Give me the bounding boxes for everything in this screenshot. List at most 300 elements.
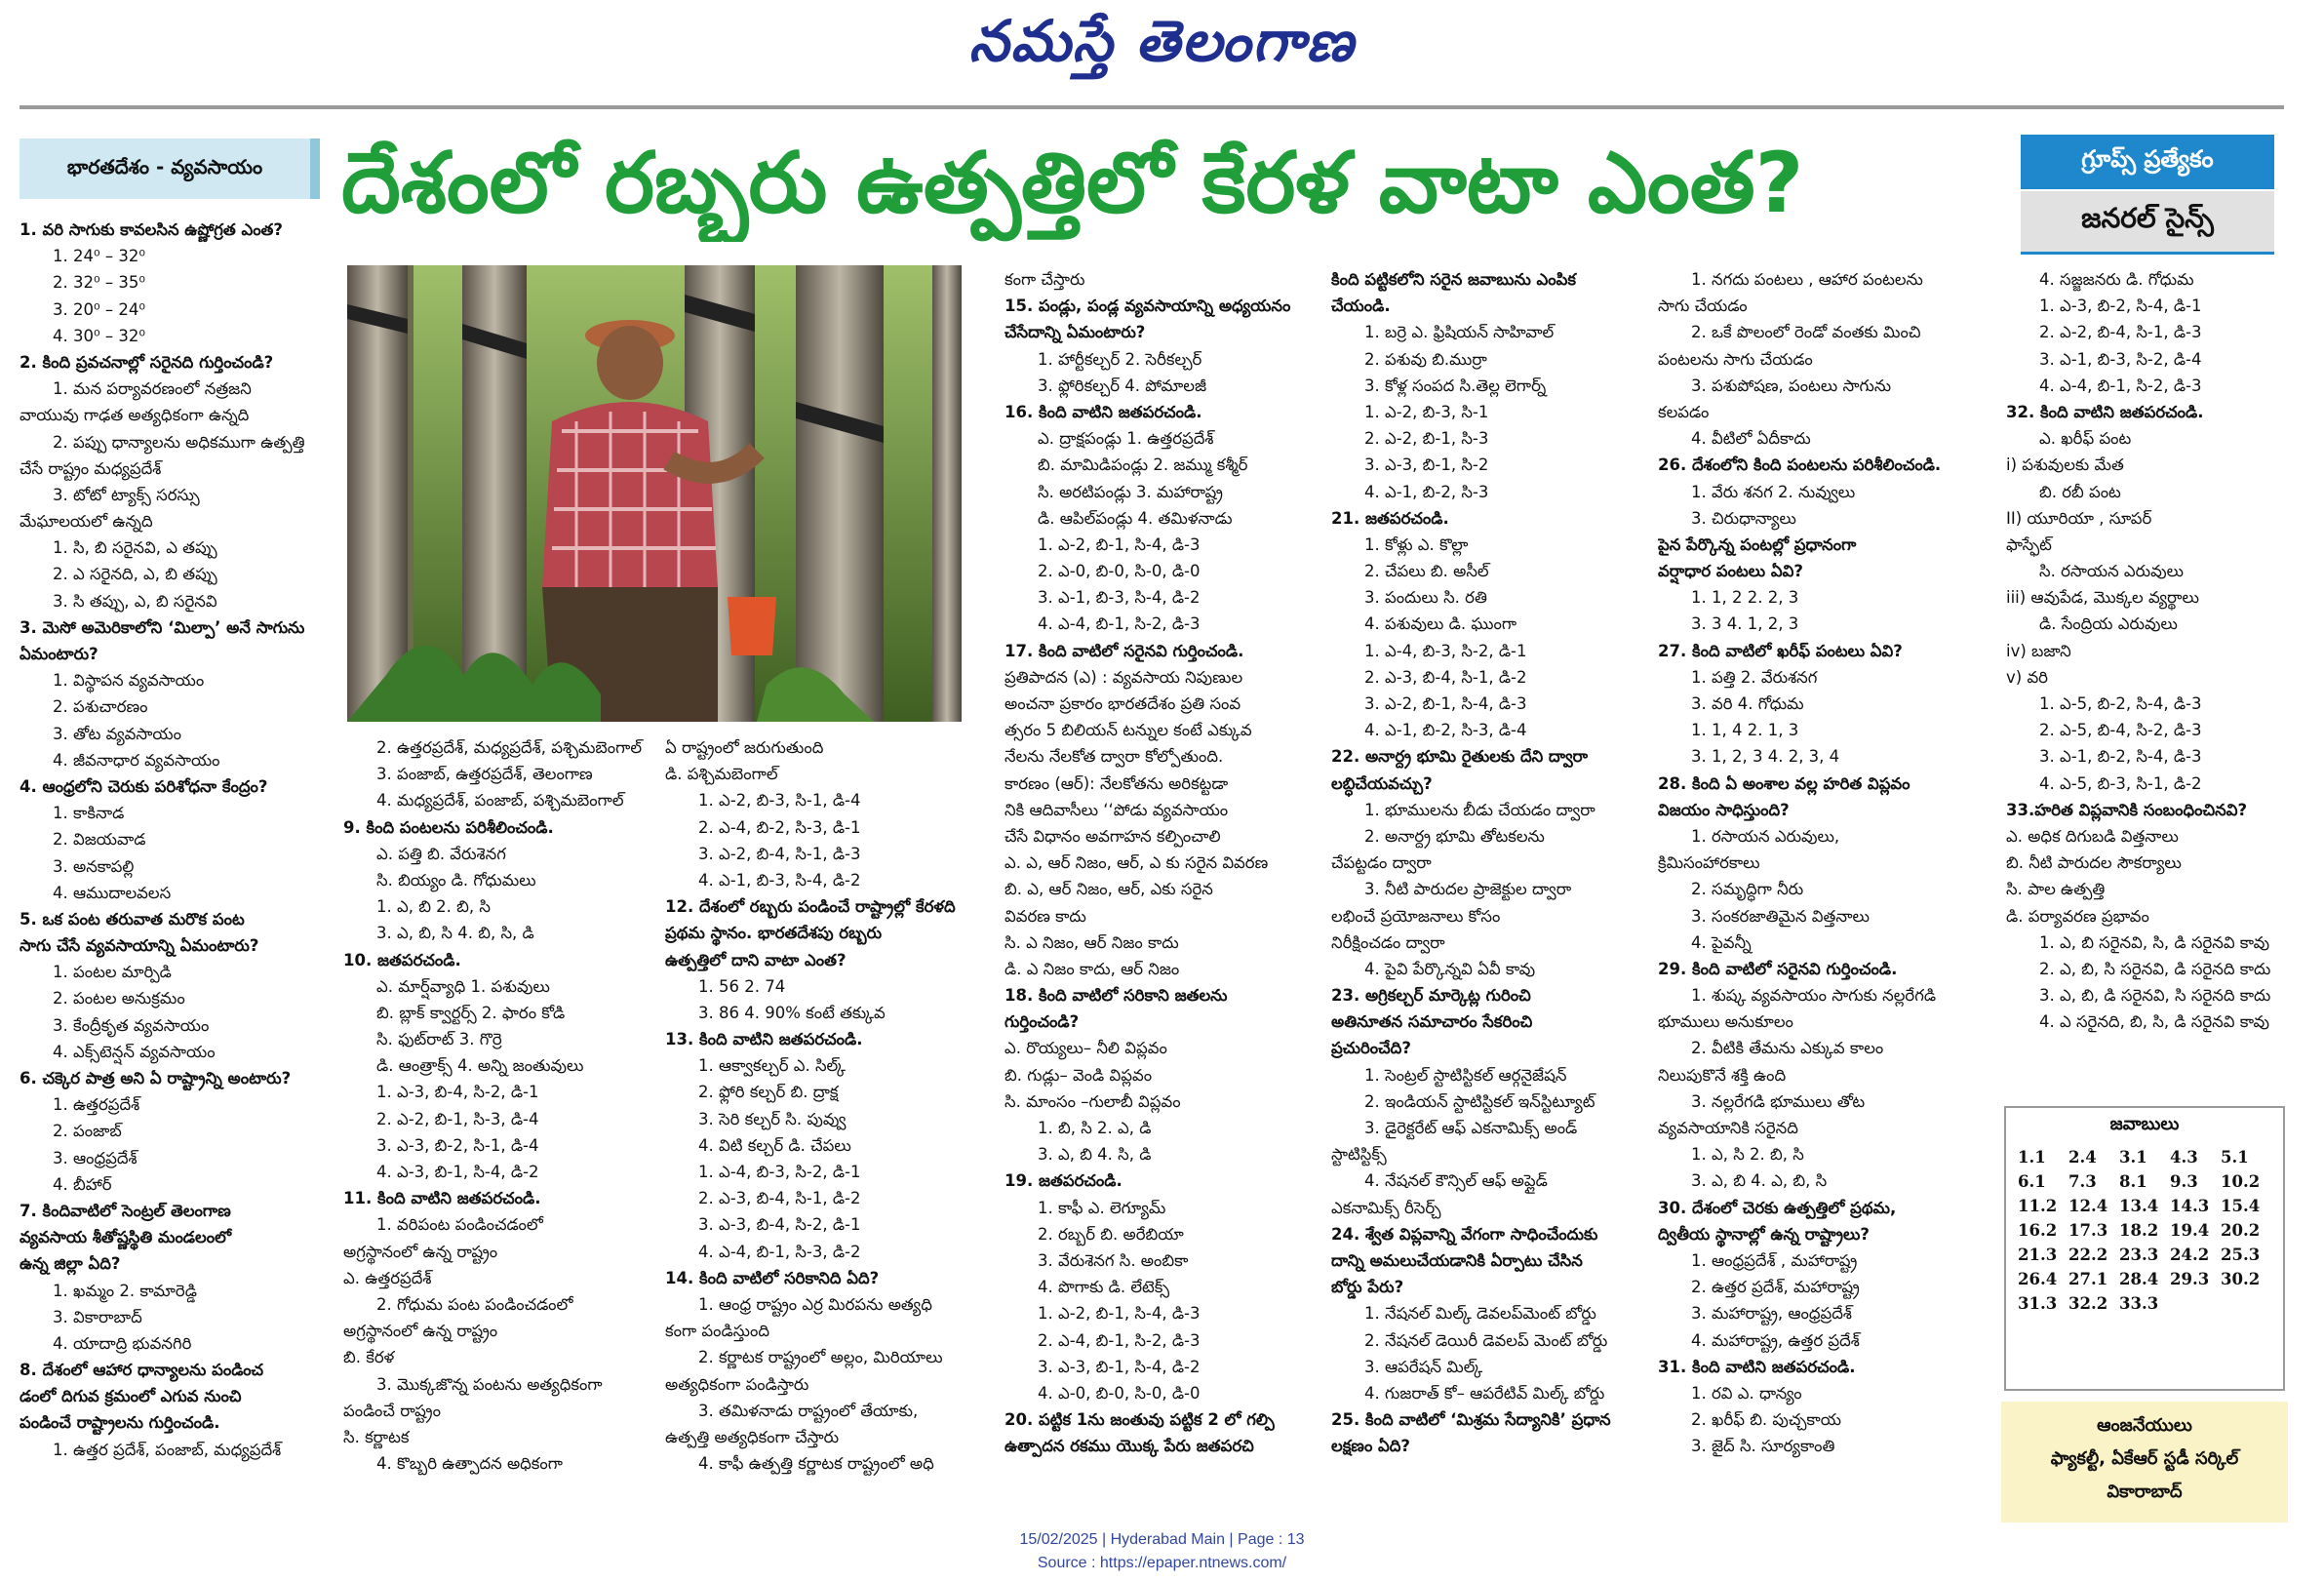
option-line: 1. 1, 2 2. 2, 3 (1691, 588, 1799, 608)
text-line: ఉత్పత్తి అత్యధికంగా చేస్తారు (665, 1427, 840, 1446)
question-line: 21. జతపరచండి. (1331, 508, 1449, 528)
text-line: నేలను నేలకోత ద్వారా కోల్పోతుంది. (1004, 747, 1224, 767)
option-line: 4. ఎ-4, బి-1, సి-2, డి-3 (2039, 376, 2202, 395)
question-line: ఉత్పత్తిలో దాని వాటా ఎంత? (665, 950, 847, 969)
option-line: 2. నేషనల్ డెయిరీ డెవలప్ మెంట్ బోర్డు (1364, 1330, 1608, 1350)
option-line: 3. కోళ్ల సంపద సి.తెల్ల లెగార్న్ (1364, 376, 1547, 395)
option-line: బి. బ్లాక్ క్వార్టర్స్ 2. ఫారం కోడి (376, 1003, 566, 1022)
option-line: డి. ఆంత్రాక్స్ 4. అన్ని జంతువులు (376, 1056, 584, 1076)
answer-item: 25.3 (2221, 1246, 2261, 1264)
option-line: 4. యాదాద్రి భువనగిరి (53, 1333, 192, 1353)
question-line: అతినూతన సమాచారం సేకరించి (1331, 1012, 1533, 1032)
option-line: 2. 32⁰ – 35⁰ (53, 273, 145, 293)
question-column-4 (1004, 266, 1315, 1505)
question-line: ఉత్పాదన రకము యొక్క పేరు జతపరచి (1004, 1437, 1254, 1456)
question-line: వ్యవసాయ శీతోష్ణస్థితి మండలంలో (20, 1228, 232, 1247)
option-line: 1. సెంట్రల్ స్టాటిస్టికల్ ఆర్గనైజేషన్ (1364, 1065, 1567, 1085)
option-line: 4. ఎ-4, బి-1, సి-3, డి-2 (698, 1242, 861, 1261)
text-line: అంచనా ప్రకారం భారతదేశం ప్రతి సంవ (1004, 694, 1241, 713)
option-line: డి. ఆపిల్‌పండ్లు 4. తమిళనాడు (1038, 508, 1233, 528)
text-line: బి. కేరళ (343, 1348, 395, 1367)
option-line: 4. ఎ-5, బి-3, సి-1, డి-2 (2039, 773, 2202, 793)
option-line: బి. రబీ పంట (2039, 482, 2121, 501)
option-line: 3. ఆపరేషన్ మిల్క్ (1364, 1357, 1483, 1376)
question-line: 5. ఒక పంట తరువాత మరొక పంట (20, 909, 245, 929)
text-line: నికి ఆదివాసీలు ‘‘పోడు వ్యవసాయం (1004, 800, 1229, 819)
question-line: 15. పండ్లు, పండ్ల వ్యవసాయాన్ని అధ్యయనం (1004, 297, 1291, 316)
answer-item: 30.2 (2221, 1270, 2261, 1288)
option-line: 3. ఎ-1, బి-3, సి-2, డి-4 (2039, 349, 2202, 369)
option-line: 3. ఎ-3, బి-2, సి-1, డి-4 (376, 1135, 539, 1155)
option-line: 3. ఎ-1, బి-2, సి-4, డి-3 (2039, 747, 2202, 767)
option-line: 2. ఎ-3, బి-4, సి-1, డి-2 (698, 1189, 861, 1208)
text-line: ఎ. అధిక దిగుబడి విత్తనాలు (2006, 826, 2179, 846)
option-line: 1. పత్తి 2. వేరుశనగ (1691, 667, 1818, 687)
text-line: కారణం (ఆర్): నేలకోతను అరికట్టడా (1004, 773, 1229, 793)
text-line: మేఘాలయలో ఉన్నది (20, 512, 153, 532)
question-line: 14. కింది వాటిలో సరికానిది ఏది? (665, 1268, 880, 1287)
option-line: 2. అనార్ద్ర భూమి తోటకలను (1364, 826, 1545, 846)
option-line: 2. పంటల అనుక్రమం (53, 989, 185, 1009)
option-line: 1. ఉత్తరప్రదేశ్ (53, 1095, 140, 1115)
option-line: 1. రవి ఎ. ధాన్యం (1691, 1383, 1802, 1403)
text-line: అగ్రస్థానంలో ఉన్న రాష్ట్రం (343, 1242, 498, 1261)
option-line: 3. వేరుశెనగ సి. అంబికా (1038, 1250, 1189, 1270)
headline: దేశంలో రబ్బరు ఉత్పత్తిలో కేరళ వాటా ఎంత? (341, 135, 1804, 232)
option-line: 4. ఎ-1, బి-3, సి-4, డి-2 (698, 870, 861, 890)
option-line: 2. ఎ-2, బి-4, సి-1, డి-3 (2039, 323, 2202, 342)
text-line: ఏ రాష్ట్రంలో జరుగుతుంది (665, 738, 824, 757)
option-line: 3. తోట వ్యవసాయం (53, 724, 181, 743)
question-line: చేయండి. (1331, 297, 1391, 316)
question-line: 22. అనార్ద్ర భూమి రైతులకు దేని ద్వారా (1331, 747, 1589, 767)
option-line: 3. డైరెక్టరేట్ ఆఫ్ ఎకనామిక్స్ అండ్ (1364, 1119, 1578, 1137)
text-line: వివరణ కాదు (1004, 906, 1086, 926)
text-line: సి. కర్ణాటక (343, 1427, 410, 1446)
author-role: ఫ్యాకల్టీ, ఏకేఆర్ స్టడీ సర్కిల్ (2050, 1448, 2239, 1469)
text-line: బి. గుడ్లు– వెండి విప్లవం (1004, 1065, 1153, 1085)
question-line: 30. దేశంలో చెరకు ఉత్పత్తిలో ప్రథమ, (1658, 1198, 1897, 1217)
rubber-tapping-photo (347, 265, 962, 722)
question-line: 28. కింది ఏ అంశాల వల్ల హరిత విప్లవం (1658, 773, 1910, 793)
option-line: 3. పశుపోషణ, పంటలు సాగును (1691, 376, 1892, 395)
text-line: II) యూరియా , సూపర్ (2006, 508, 2152, 528)
option-line: 3. వరి 4. గోధుమ (1691, 694, 1804, 713)
question-column-2 (343, 734, 665, 1505)
answer-item: 3.1 (2119, 1148, 2147, 1167)
answer-item: 12.4 (2068, 1197, 2108, 1215)
option-line: 4. ఎ-1, బి-2, సి-3, డి-4 (1364, 721, 1527, 740)
option-line: 1. ఎ, బి సరైనవి, సి, డి సరైనవి కావు (2039, 932, 2270, 952)
option-line: 2. పంజాబ్ (53, 1122, 122, 1141)
question-line: 20. పట్టిక 1ను జంతువు పట్టిక 2 లో గల్పి (1004, 1410, 1275, 1430)
question-line: 31. కింది వాటిని జతపరచండి. (1658, 1357, 1856, 1376)
option-line: 3. ఎ-2, బి-4, సి-1, డి-3 (698, 844, 861, 863)
option-line: 2. విజయవాడ (53, 830, 146, 850)
option-line: 2. ఎ-4, బి-2, సి-3, డి-1 (698, 817, 861, 837)
author-box (2001, 1402, 2288, 1523)
question-line: ప్రచురించేది? (1331, 1039, 1411, 1058)
option-line: 3. ఎ-3, బి-4, సి-2, డి-1 (698, 1215, 861, 1235)
text-line: కంగా చేస్తారు (1004, 270, 1085, 289)
text-line: వాయువు గాఢత అత్యధికంగా ఉన్నది (20, 406, 250, 425)
option-line: 3. మొక్కజొన్న పంటను అత్యధికంగా (376, 1374, 603, 1394)
answer-item: 9.3 (2170, 1172, 2198, 1191)
option-line: 1. ఎ-2, బి-1, సి-4, డి-3 (1038, 534, 1201, 554)
question-line: 1. వరి సాగుకు కావలసిన ఉష్ణోగ్రత ఎంత? (20, 220, 283, 239)
option-line: 1. నేషనల్ మిల్క్ డెవలప్‌మెంట్ బోర్డు (1364, 1304, 1596, 1324)
option-line: 2. ఎ-0, బి-0, సి-0, డి-0 (1038, 562, 1201, 581)
option-line: 4. ఎ-3, బి-1, సి-4, డి-2 (376, 1163, 539, 1181)
answer-item: 6.1 (2018, 1172, 2046, 1191)
question-line: 13. కింది వాటిని జతపరచండి. (665, 1030, 863, 1049)
option-line: 4. కాఫీ ఉత్పత్తి కర్ణాటక రాష్ట్రంలో అధి (698, 1454, 934, 1474)
question-line: పండించే రాష్ట్రాలను గుర్తించండి. (20, 1413, 220, 1433)
subject-tag: జనరల్ సైన్స్ (2021, 191, 2274, 255)
option-line: 1. భూములను బీడు చేయడం ద్వారా (1364, 800, 1595, 819)
option-line: 2. ఉత్తర ప్రదేశ్, మహారాష్ట్ర (1691, 1278, 1860, 1297)
option-line: 2. గోధుమ పంట పండించడంలో (376, 1294, 573, 1314)
option-line: 2. ఎ సరైనది, ఎ, బి తప్పు (53, 565, 217, 584)
option-line: 3. టోటో ట్యాక్స్ సరస్సు (53, 485, 200, 504)
question-line: 12. దేశంలో రబ్బరు పండించే రాష్ట్రాల్లో కేరళది (665, 897, 956, 917)
option-line: 2. చేపలు బి. అసీల్ (1364, 562, 1489, 581)
text-line: ఎ. రొయ్యలు– నీలి విప్లవం (1004, 1039, 1167, 1058)
answer-item: 26.4 (2018, 1270, 2058, 1288)
text-line: అగ్రస్థానంలో ఉన్న రాష్ట్రం (343, 1322, 498, 1341)
option-line: 2. కర్ణాటక రాష్ట్రంలో అల్లం, మిరియాలు (698, 1348, 943, 1367)
option-line: 3. ఫ్లోరికల్చర్ 4. పోమాలజీ (1038, 376, 1207, 395)
question-line: పైన పేర్కొన్న పంటల్లో ప్రధానంగా (1658, 534, 1857, 554)
option-line: 4. ఎ-0, బి-0, సి-0, డి-0 (1038, 1383, 1201, 1403)
option-line: 2. రబ్బర్ బి. అరేబియా (1038, 1224, 1184, 1244)
option-line: 3. మహారాష్ట్ర, ఆంధ్రప్రదేశ్ (1691, 1304, 1853, 1324)
option-line: 1. పంటల మార్పిడి (53, 963, 172, 982)
text-line: చేసే విధానం అవగాహన కల్పించాలి (1004, 826, 1221, 846)
option-line: 4. సజ్జజనరు డి. గోధుమ (2039, 270, 2194, 289)
text-line: ప్రతిపాదన (ఎ) : వ్యవసాయ నిపుణుల (1004, 667, 1243, 687)
text-line: కలపడం (1658, 402, 1710, 421)
option-line: 4. కొబ్బరి ఉత్పాదన అధికంగా (376, 1454, 563, 1474)
option-line: 3. 20⁰ – 24⁰ (53, 299, 145, 319)
option-line: సి. ఫుట్‌రాట్ 3. గొర్రె (376, 1030, 502, 1049)
option-line: 3. ఎ, బి, డి సరైనవి, సి సరైనది కాదు (2039, 986, 2271, 1006)
option-line: 1. ఎ-3, బి-2, సి-4, డి-1 (2039, 297, 2202, 316)
question-line: 19. జతపరచండి. (1004, 1171, 1123, 1191)
option-line: 3. ఎ-3, బి-1, సి-4, డి-2 (1038, 1357, 1201, 1376)
question-line: వర్షాధార పంటలు ఏవి? (1658, 562, 1803, 581)
answer-item: 5.1 (2221, 1148, 2249, 1167)
author-name: ఆంజనేయులు (2097, 1415, 2192, 1436)
option-line: 4. ఎక్స్‌టెన్షన్ వ్యవసాయం (53, 1042, 216, 1061)
question-line: 24. శ్వేత విప్లవాన్ని వేగంగా సాధించేందుకు (1331, 1224, 1598, 1244)
answer-item: 32.2 (2068, 1294, 2108, 1313)
option-line: 1. ఎ, సి 2. బి, సి (1691, 1145, 1804, 1165)
text-line: ఎ. ఉత్తరప్రదేశ్ (343, 1268, 432, 1287)
option-line: ఎ. మార్ష్‌వ్యాధి 1. పశువులు (376, 976, 550, 996)
group-tag: గ్రూప్స్ ప్రత్యేకం (2021, 135, 2274, 189)
question-line: 2. కింది ప్రవచనాల్లో సరైనది గుర్తించండి? (20, 352, 274, 372)
option-line: 1. వేరు శనగ 2. నువ్వులు (1691, 482, 1856, 501)
answer-item: 19.4 (2170, 1221, 2210, 1240)
answer-item: 10.2 (2221, 1172, 2261, 1191)
text-line: చేసే రాష్ట్రం మధ్యప్రదేశ్ (20, 458, 162, 478)
option-line: 2. ఖరీఫ్ బి. పుచ్చకాయ (1691, 1410, 1841, 1430)
question-line: 27. కింది వాటిలో ఖరీఫ్ పంటలు ఏవి? (1658, 641, 1903, 660)
option-line: 4. ఎ సరైనది, బి, సి, డి సరైనవి కావు (2039, 1012, 2269, 1032)
answer-key-box (2004, 1106, 2285, 1391)
option-line: 1. ఉత్తర ప్రదేశ్, పంజాబ్, మధ్యప్రదేశ్ (53, 1440, 282, 1459)
question-line: 29. కింది వాటిలో సరైనవి గుర్తించండి. (1658, 959, 1898, 978)
option-line: 3. కేంద్రీకృత వ్యవసాయం (53, 1015, 210, 1035)
question-line: లబ్ధిచేయవచ్చు? (1331, 773, 1433, 793)
option-line: 3. ఎ-3, బి-1, సి-2 (1364, 455, 1489, 475)
answer-item: 23.3 (2119, 1246, 2159, 1264)
option-line: 1. 24⁰ – 32⁰ (53, 247, 145, 266)
option-line: 2. సమృద్ధిగా నీరు (1691, 880, 1804, 899)
question-line: 6. చక్కెర పాత్ర అని ఏ రాష్ట్రాన్ని అంటారు? (20, 1069, 292, 1088)
option-line: 2. వీటికి తేమను ఎక్కువ కాలం (1691, 1039, 1884, 1058)
option-line: ఎ. ద్రాక్షపండ్లు 1. ఉత్తరప్రదేశ్ (1038, 429, 1214, 449)
question-column-5 (1331, 266, 1645, 1505)
question-line: 3. మెసో అమెరికాలోని ‘మిల్పా’ అనే సాగును (20, 617, 305, 637)
option-line: ఎ. పత్తి బి. వేరుశెనగ (376, 844, 506, 863)
answer-item: 17.3 (2068, 1221, 2108, 1240)
option-line: 2. ఉత్తరప్రదేశ్, మధ్యప్రదేశ్, పశ్చిమబెంగాల్ (376, 738, 643, 757)
text-line: కంగా పండిస్తుంది (665, 1322, 770, 1341)
option-line: 1. ఎ-3, బి-4, సి-2, డి-1 (376, 1083, 539, 1102)
question-line: 16. కింది వాటిని జతపరచండి. (1004, 402, 1202, 421)
option-line: 4. విటి కల్చర్ డి. చేపలు (698, 1135, 851, 1155)
question-line: ఏమంటారు? (20, 645, 98, 663)
option-line: 4. గుజరాత్ కో– ఆపరేటివ్ మిల్క్ బోర్డు (1364, 1383, 1605, 1403)
option-line: 4. వీటిలో ఏదీకాదు (1691, 429, 1811, 449)
question-line: 4. ఆంధ్రలోని చెరుకు పరిశోధనా కేంద్రం? (20, 776, 268, 796)
option-line: 2. పప్పు ధాన్యాలను అధికముగా ఉత్పత్తి (53, 432, 305, 452)
option-line: 1. వరిపంట పండించడంలో (376, 1215, 543, 1235)
text-line: క్రిమిసంహారకాలు (1658, 853, 1760, 873)
question-line: ద్వితీయ స్థానాల్లో ఉన్న రాష్ట్రాలు? (1658, 1224, 1870, 1244)
answer-item: 1.1 (2018, 1148, 2046, 1167)
answer-item: 33.3 (2119, 1294, 2159, 1313)
text-line: సి. మాంసం –గులాబీ విప్లవం (1004, 1091, 1181, 1111)
option-line: 3. ఎ, బి 4. ఎ, బి, సి (1691, 1171, 1828, 1191)
text-line: పంటలను సాగు చేయడం (1658, 349, 1813, 369)
option-line: 3. సెరి కల్చర్ సి. పువ్వు (698, 1109, 847, 1128)
answer-item: 13.4 (2119, 1197, 2159, 1215)
option-line: 1. బర్రె ఎ. ఫ్రిషియన్ సాహివాల్ (1364, 323, 1555, 342)
option-line: 1. రసాయన ఎరువులు, (1691, 826, 1840, 846)
option-line: 1. ఎ-2, బి-3, సి-1 (1364, 402, 1489, 421)
text-line: డి. పశ్చిమబెంగాల్ (665, 765, 778, 784)
option-line: 3. ఎ, బి, సి 4. బి, సి, డి (376, 924, 534, 943)
text-line: i) పశువులకు మేత (2006, 455, 2124, 475)
text-line: పండించే రాష్ట్రం (343, 1401, 441, 1420)
option-line: 1. ఖమ్మం 2. కామారెడ్డి (53, 1281, 197, 1300)
question-line: 7. కిందివాటిలో సెంట్రల్ తెలంగాణ (20, 1201, 231, 1220)
option-line: 3. ఎ, బి 4. సి, డి (1038, 1145, 1152, 1165)
text-line: సి. పాల ఉత్పత్తి (2006, 880, 2106, 899)
question-line: సాగు చేసే వ్యవసాయాన్ని ఏమంటారు? (20, 936, 259, 956)
option-line: 4. ఆముదాలవలస (53, 883, 172, 902)
option-line: 2. ఎ-4, బి-1, సి-2, డి-3 (1038, 1330, 1201, 1350)
masthead-logo: నమస్తే తెలంగాణ (968, 8, 1356, 74)
option-line: 4. పైవి పేర్కొన్నవి ఏవీ కావు (1364, 959, 1536, 978)
answer-item: 24.2 (2170, 1246, 2210, 1264)
option-line: 3. ఎ-2, బి-1, సి-4, డి-3 (1364, 694, 1527, 713)
option-line: 4. బీహార్ (53, 1174, 112, 1194)
question-line: 8. దేశంలో ఆహార ధాన్యాలను పండించ (20, 1361, 264, 1380)
option-line: 2. ఎ-2, బి-1, సి-3 (1364, 429, 1489, 449)
option-line: 1. ఎ-4, బి-3, సి-2, డి-1 (698, 1163, 861, 1181)
option-line: 3. అనకాపల్లి (53, 856, 135, 876)
option-line: 1. ఎ-4, బి-3, సి-2, డి-1 (1364, 641, 1527, 660)
question-line: బోర్డు పేరు? (1331, 1278, 1404, 1297)
answer-item: 21.3 (2018, 1246, 2058, 1264)
option-line: 1. ఎ, బి 2. బి, సి (376, 897, 491, 917)
option-line: 1. ఎ-2, బి-3, సి-1, డి-4 (698, 791, 861, 811)
option-line: 2. ఎ-2, బి-1, సి-3, డి-4 (376, 1109, 539, 1128)
answer-item: 20.2 (2221, 1221, 2261, 1240)
text-line: లభించే ప్రయోజనాలు కోసం (1331, 906, 1501, 926)
text-line: నిలుపుకొనే శక్తి ఉంది (1658, 1065, 1787, 1085)
option-line: 1. ఎ-2, బి-1, సి-4, డి-3 (1038, 1304, 1201, 1324)
question-line: దాన్ని అమలుచేయడానికి ఏర్పాటు చేసిన (1331, 1250, 1583, 1270)
option-line: 1. 1, 4 2. 1, 3 (1691, 721, 1799, 740)
option-line: 2. ఇండియన్ స్టాటిస్టికల్ ఇన్‌స్టిట్యూట్ (1364, 1091, 1595, 1111)
question-column-1 (20, 217, 322, 1504)
option-line: 3. పందులు సి. రతి (1364, 588, 1487, 608)
option-line: 2. పశుచారణం (53, 697, 148, 717)
question-line: 33.హరిత విప్లవానికి సంబంధించినవి? (2006, 800, 2248, 819)
text-line: సాగు చేయడం (1658, 297, 1748, 316)
answer-item: 18.2 (2119, 1221, 2159, 1240)
question-line: 23. అగ్రికల్చర్ మార్కెట్ల గురించి (1331, 986, 1531, 1006)
text-line: సి. ఎ నిజం, ఆర్ నిజం కాదు (1004, 932, 1179, 952)
option-line: 4. మధ్యప్రదేశ్, పంజాబ్, పశ్చిమబెంగాల్ (376, 791, 624, 811)
answer-item: 16.2 (2018, 1221, 2058, 1240)
answer-item: 29.3 (2170, 1270, 2210, 1288)
option-line: 3. 3 4. 1, 2, 3 (1691, 614, 1799, 634)
option-line: 3. చిరుధాన్యాలు (1691, 508, 1796, 528)
question-line: గుర్తించండి? (1004, 1012, 1080, 1032)
footer-dateline: 15/02/2025 | Hyderabad Main | Page : 13 (1019, 1531, 1305, 1548)
option-line: 3. ఆంధ్రప్రదేశ్ (53, 1148, 138, 1167)
option-line: 4. 30⁰ – 32⁰ (53, 326, 145, 345)
option-line: 4. పశువులు డి. ఘుంగా (1364, 614, 1517, 634)
option-line: 1. కాకినాడ (53, 804, 125, 823)
answer-item: 27.1 (2068, 1270, 2108, 1288)
answer-key-grid (2018, 1148, 2271, 1313)
text-line: డి. పర్యావరణ ప్రభావం (2006, 906, 2149, 926)
option-line: 1. ఆంధ్రప్రదేశ్ , మహారాష్ట్ర (1691, 1250, 1858, 1270)
option-line: 3. తమిళనాడు రాష్ట్రంలో తేయాకు, (698, 1401, 919, 1420)
option-line: 1. హార్టీకల్చర్ 2. సెరీకల్చర్ (1038, 349, 1202, 369)
option-line: 1. నగదు పంటలు , ఆహార పంటలను (1691, 270, 1923, 289)
option-line: 3. పంజాబ్, ఉత్తరప్రదేశ్, తెలంగాణ (376, 765, 593, 784)
option-line: 4. పైవన్నీ (1691, 932, 1752, 952)
option-line: సి. అరటిపండ్లు 3. మహారాష్ట్ర (1038, 482, 1223, 501)
text-line: వ్యవసాయానికి సరైనది (1658, 1119, 1798, 1137)
option-line: 3. ఎ-1, బి-3, సి-4, డి-2 (1038, 588, 1201, 608)
question-line: లక్షణం ఏది? (1331, 1437, 1411, 1456)
option-line: 1. ఆక్వాకల్చర్ ఎ. సిల్క్ (698, 1056, 847, 1076)
text-line: చేపట్టడం ద్వారా (1331, 853, 1432, 873)
question-line: ప్రథమ స్థానం. భారతదేశపు రబ్బరు (665, 924, 883, 943)
question-column-7 (2006, 266, 2299, 1086)
text-line: ఎకనామిక్స్ రీసెర్చ్ (1331, 1198, 1441, 1217)
text-line: బి. నీటి పారుదల సౌకర్యాలు (2006, 853, 2182, 873)
text-line: iii) ఆవుపేడ, మొక్కల వ్యర్థాలు (2006, 588, 2199, 608)
option-line: 3. 1, 2, 3 4. 2, 3, 4 (1691, 747, 1840, 767)
option-line: 3. సి తప్పు, ఎ, బి సరైనవి (53, 591, 217, 611)
question-line: 32. కింది వాటిని జతపరచండి. (2006, 402, 2204, 421)
option-line: 3. సంకరజాతిమైన విత్తనాలు (1691, 906, 1870, 926)
author-place: వికారాబాద్ (2107, 1482, 2183, 1502)
answer-item: 4.3 (2170, 1148, 2198, 1167)
option-line: 1. కాఫీ ఎ. లెగ్యూమ్ (1038, 1198, 1166, 1217)
option-line: 3. నీటి పారుదల ప్రాజెక్టుల ద్వారా (1364, 880, 1572, 899)
question-column-3 (665, 734, 993, 1505)
answer-item: 7.3 (2068, 1172, 2097, 1191)
option-line: 1. విస్థాపన వ్యవసాయం (53, 671, 205, 691)
option-line: 4. ఎ-4, బి-1, సి-2, డి-3 (1038, 614, 1201, 634)
text-line: ఎ. ఎ, ఆర్ నిజం, ఆర్, ఎ కు సరైన వివరణ (1004, 853, 1269, 873)
text-line: బి. ఎ, ఆర్ నిజం, ఆర్, ఎకు సరైన (1004, 880, 1213, 899)
text-line: భూములు అనుకూలం (1658, 1012, 1793, 1032)
question-line: 9. కింది పంటలను పరిశీలించండి. (343, 817, 554, 837)
option-line: 4. నేషనల్ కౌన్సిల్ ఆఫ్ అప్లైడ్ (1364, 1171, 1548, 1191)
option-line: 1. ఎ-5, బి-2, సి-4, డి-3 (2039, 694, 2202, 713)
text-line: డి. ఎ నిజం కాదు, ఆర్ నిజం (1004, 959, 1180, 978)
question-line: 17. కింది వాటిలో సరైనవి గుర్తించండి. (1004, 641, 1244, 660)
question-line: 11. కింది వాటిని జతపరచండి. (343, 1189, 541, 1208)
answer-item: 2.4 (2068, 1148, 2097, 1167)
answer-item: 8.1 (2119, 1172, 2147, 1191)
option-line: 2. పశువు బి.ముర్రా (1364, 349, 1487, 369)
question-line: 26. దేశంలోని కింది పంటలను పరిశీలించండి. (1658, 455, 1942, 475)
text-line: iv) బజాని (2006, 641, 2071, 660)
answer-key-title: జవాబులు (2109, 1114, 2180, 1134)
masthead-rule (20, 105, 2284, 109)
answer-item: 14.3 (2170, 1197, 2210, 1215)
question-line: డంలో దిగువ క్రమంలో ఎగువ నుంచి (20, 1387, 242, 1406)
option-line: 2. ఒకే పొలంలో రెండో వంతకు మించి (1691, 323, 1921, 342)
text-line: స్టాటిస్టిక్స్ (1331, 1145, 1387, 1165)
answer-item: 11.2 (2018, 1197, 2058, 1215)
option-line: సి. బియ్యం డి. గోధుమలు (376, 870, 536, 890)
text-line: త్సరం 5 బిలియన్ టన్నుల కంటే ఎక్కువ (1004, 721, 1252, 740)
option-line: 3. వికారాబాద్ (53, 1307, 142, 1326)
option-line: 2. ఫ్లోరి కల్చర్ బి. ద్రాక్ష (698, 1083, 839, 1102)
option-line: 1. సి, బి సరైనవి, ఎ తప్పు (53, 538, 217, 558)
question-line: ఉన్న జిల్లా ఏది? (20, 1254, 121, 1274)
option-line: బి. మామిడిపండ్లు 2. జమ్ము కశ్మీర్ (1038, 455, 1248, 475)
option-line: 1. శుష్క వ్యవసాయం సాగుకు నల్లరేగడి (1691, 986, 1937, 1006)
question-line: చేసేదాన్ని ఏమంటారు? (1004, 323, 1146, 342)
option-line: 3. నల్లరేగడి భూములు తోట (1691, 1091, 1866, 1111)
answer-item: 28.4 (2119, 1270, 2159, 1288)
text-line: నిరీక్షించడం ద్వారా (1331, 932, 1445, 952)
footer-source-link[interactable]: Source : https://epaper.ntnews.com/ (1037, 1555, 1287, 1571)
answer-item: 22.2 (2068, 1246, 2108, 1264)
option-line: 1. బి, సి 2. ఎ, డి (1038, 1119, 1152, 1137)
option-line: 3. జైద్ సి. సూర్యకాంతి (1691, 1437, 1835, 1456)
option-line: 3. 86 4. 90% కంటే తక్కువ (698, 1003, 886, 1022)
option-line: 4. పొగాకు డి. లేటెక్స్ (1038, 1278, 1170, 1297)
question-line: 10. జతపరచండి. (343, 950, 461, 969)
option-line: 4. మహారాష్ట్ర, ఉత్తర ప్రదేశ్ (1691, 1330, 1860, 1350)
